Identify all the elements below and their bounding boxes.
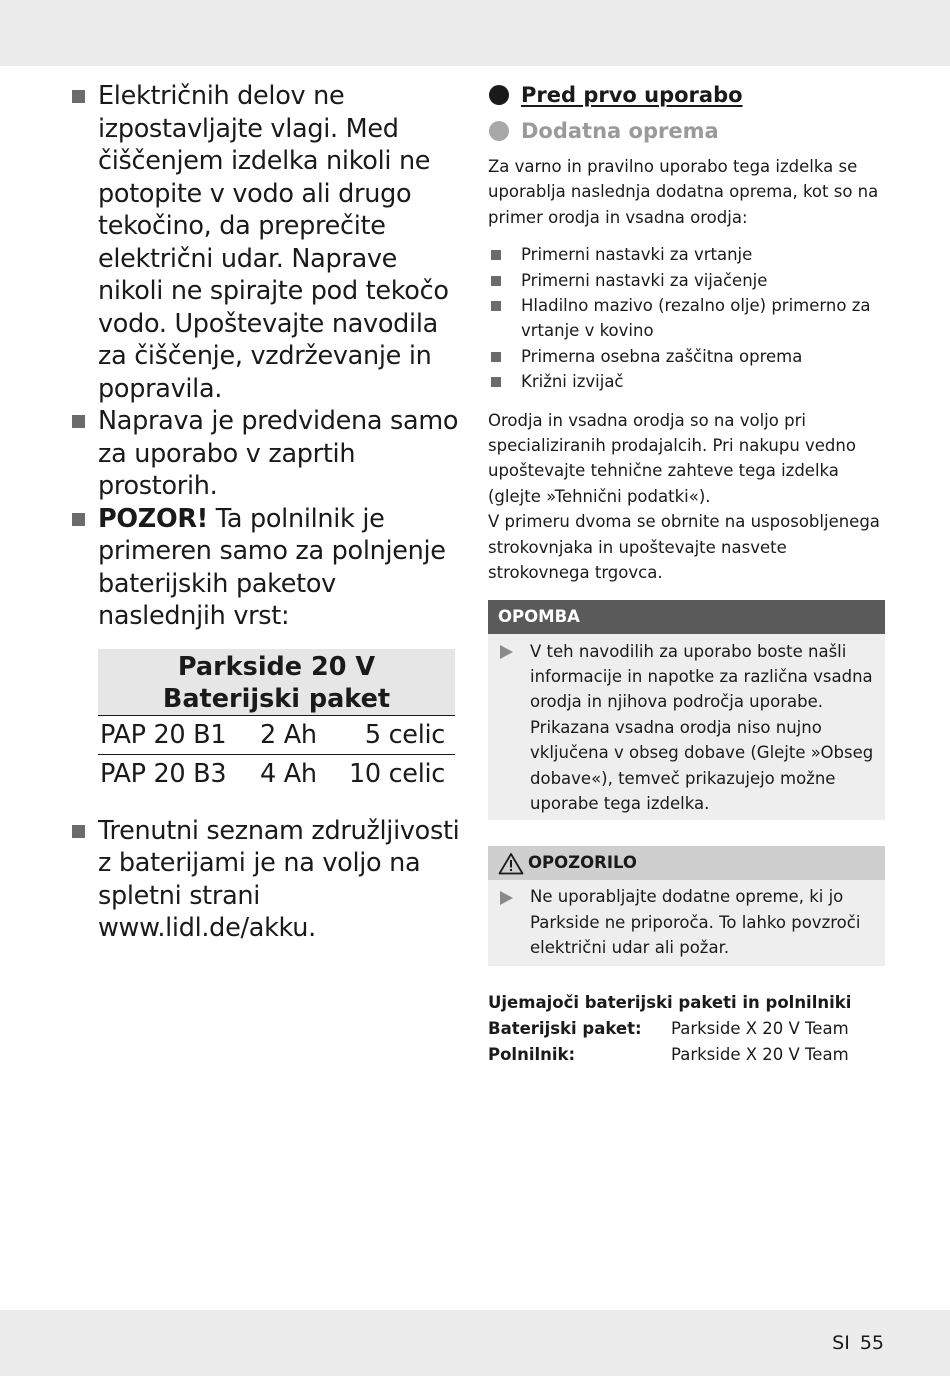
availability-paragraph: Orodja in vsadna orodja so na voljo pri specializiranih prodajalcih. Pri nakupu vedno upoštevajte tehnične zahteve tega izdelka (glejte »Tehnični podatki«). — [488, 410, 856, 506]
grey-circle-icon — [489, 121, 509, 141]
triangle-bullet-icon — [500, 645, 513, 659]
note-body — [488, 634, 885, 821]
square-bullet-icon — [491, 301, 501, 311]
square-bullet-icon — [491, 377, 501, 387]
filled-circle-icon — [489, 85, 509, 105]
warning-header — [488, 846, 885, 880]
square-bullet-icon — [491, 250, 501, 260]
list-item: Križni izvijač — [488, 369, 885, 394]
triangle-bullet-icon — [500, 891, 513, 905]
warning-label: OPOZORILO — [528, 853, 637, 873]
battery-capacity: 2 Ah — [260, 719, 317, 750]
warning-text: Ne uporabljajte dodatne opreme, ki jo Parkside ne priporoča. To lahko povzroči električni udar ali požar. — [530, 887, 861, 958]
right-column — [488, 80, 885, 1068]
advice-paragraph: V primeru dvoma se obrnite na usposobljenega strokovnjaka in upoštevajte nasvete strokovnega trgovca. — [488, 512, 880, 583]
battery-row — [98, 715, 455, 755]
warning-body — [488, 880, 885, 965]
section-heading: Pred prvo uporabo — [488, 80, 885, 110]
item-text: Trenutni seznam združljivosti z baterijami je na voljo na spletni strani www.lidl.de/akku. — [98, 815, 460, 943]
item-text: Električnih delov ne izpostavljajte vlagi. Med čiščenjem izdelka nikoli ne potopite v vodo ali drugo tekočino, da preprečite električni udar. Naprave nikoli ne spirajte pod tekočo vodo. Upoštevajte navodila za čiščenje, vzdrževanje in popravila. — [98, 81, 449, 404]
note-box — [488, 600, 885, 821]
safety-item-moisture — [70, 80, 462, 405]
compat-key: Baterijski paket: — [488, 1018, 642, 1038]
note-text: V teh navodilih za uporabo boste našli informacije in napotke za različna vsadna orodja in njihova področja uporabe. Prikazana vsadna orodja niso nujno vključena v obseg dobave (Glejte »Obseg dobave«), temveč prikazujejo možne uporabe tega izdelka. — [530, 641, 874, 813]
compat-key: Polnilnik: — [488, 1044, 576, 1064]
list-item: Hladilno mazivo (rezalno olje) primerno za vrtanje v kovino — [488, 293, 885, 344]
compat-row — [488, 1016, 885, 1042]
square-bullet-icon — [491, 276, 501, 286]
item-text: Ta polnilnik je primeren samo za polnjenje baterijskih paketov naslednjih vrst: — [98, 503, 446, 631]
note-label: OPOMBA — [488, 600, 885, 634]
compat-row — [488, 1042, 885, 1068]
caution-label: POZOR! — [98, 503, 208, 534]
square-bullet-icon — [72, 415, 85, 428]
list-item: Primerni nastavki za vrtanje — [488, 242, 885, 267]
warning-box — [488, 846, 885, 965]
warning-triangle-icon — [498, 852, 524, 875]
safety-item-compatibility — [70, 815, 462, 945]
footer-band — [0, 1310, 950, 1376]
accessory-list — [488, 242, 885, 394]
page-number — [822, 1332, 884, 1354]
list-item: Primerni nastavki za vijačenje — [488, 268, 885, 293]
safety-item-caution — [70, 503, 462, 633]
square-bullet-icon — [491, 352, 501, 362]
list-item: Primerna osebna zaščitna oprema — [488, 344, 885, 369]
battery-type: Baterijski paket — [162, 683, 391, 714]
battery-cells: 10 celic — [348, 758, 445, 789]
battery-model: PAP 20 B1 — [100, 719, 227, 750]
page-count: 55 — [859, 1332, 884, 1354]
compat-heading: Ujemajoči baterijski paketi in polnilniki — [488, 992, 852, 1012]
square-bullet-icon — [72, 513, 85, 526]
battery-model: PAP 20 B3 — [100, 758, 227, 789]
battery-cells: 5 celic — [364, 719, 445, 750]
left-column — [70, 80, 462, 945]
battery-table-header — [98, 649, 455, 715]
battery-brand: Parkside 20 V — [177, 651, 376, 682]
item-text: Naprava je predvidena samo za uporabo v zaprtih prostorih. — [98, 406, 459, 501]
compat-value: Parkside X 20 V Team — [671, 1018, 849, 1038]
battery-row — [98, 755, 455, 793]
square-bullet-icon — [72, 825, 85, 838]
safety-item-indoor — [70, 405, 462, 503]
square-bullet-icon — [72, 90, 85, 103]
header-band — [0, 0, 950, 66]
language-code: SI — [832, 1332, 850, 1354]
subsection-heading: Dodatna oprema — [488, 116, 885, 146]
battery-table — [98, 649, 455, 793]
intro-paragraph: Za varno in pravilno uporabo tega izdelka se uporablja naslednja dodatna oprema, kot so na primer orodja in vsadna orodja: — [488, 157, 879, 227]
battery-capacity: 4 Ah — [260, 758, 317, 789]
compat-value: Parkside X 20 V Team — [671, 1044, 849, 1064]
